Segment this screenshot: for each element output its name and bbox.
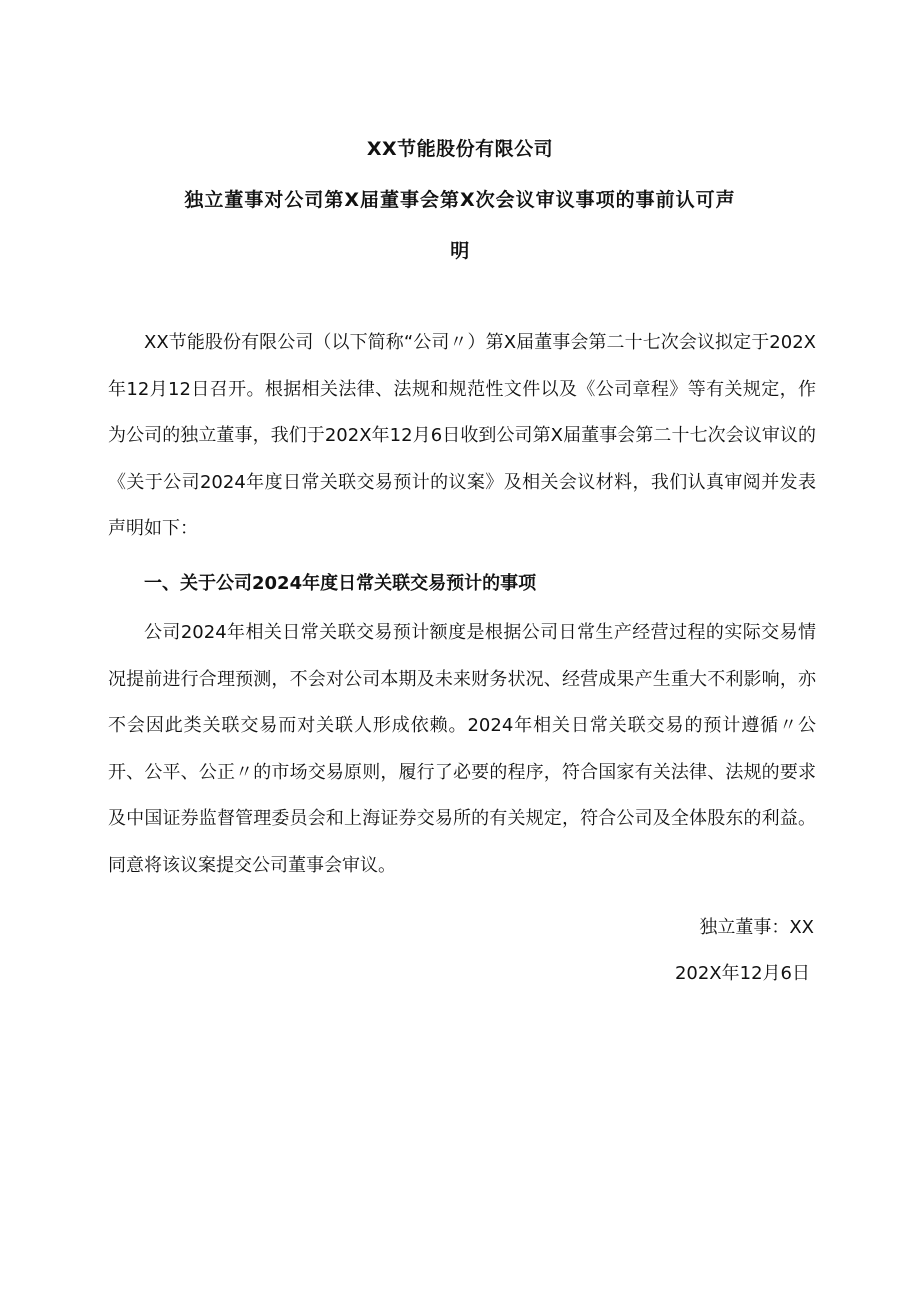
- statement-title-line1: 独立董事对公司第X届董事会第X次会议审议事项的事前认可声: [184, 189, 736, 211]
- company-title: XX节能股份有限公司: [366, 138, 554, 160]
- section-heading: 一、关于公司2024年度日常关联交易预计的事项: [144, 573, 537, 594]
- signature: 独立董事：XX: [699, 917, 814, 938]
- section-paragraph: 公司2024年相关日常关联交易预计额度是根据公司日常生产经营过程的实际交易情况提前进行合理预测，不会对公司本期及未来财务状况、经营成果产生重大不利影响，亦不会因此类关联交易而对关联人形成依赖。2024年相关日常关联交易的预计遵循〃公开、公平、公正〃的市场交易原则，履行了必要的程序，符合国家有关法律、法规的要求及中国证券监督管理委员会和上海证券交易所的有关规定，符合公司及全体股东的利益。同意将该议案提交公司董事会审议。: [108, 622, 816, 876]
- signature-date: 202X年12月6日: [674, 963, 810, 984]
- intro-paragraph: XX节能股份有限公司（以下简称“公司〃）第X届董事会第二十七次会议拟定于202X年12月12日召开。根据相关法律、法规和规范性文件以及《公司章程》等有关规定，作为公司的独立董事，我们于202X年12月6日收到公司第X届董事会第二十七次会议审议的《关于公司2024年度日常关联交易预计的议案》及相关会议材料，我们认真审阅并发表声明如下：: [108, 332, 816, 539]
- statement-title-line2: 明: [450, 240, 470, 262]
